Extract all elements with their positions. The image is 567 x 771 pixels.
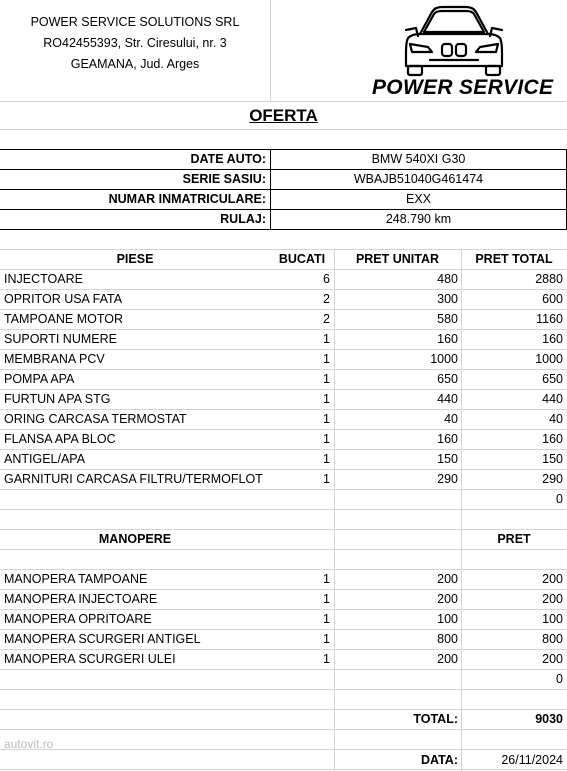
grid-line [0, 129, 567, 130]
part-unit-price: 1000 [430, 352, 458, 366]
part-name: ANTIGEL/APA [4, 452, 86, 466]
vehicle-border [0, 229, 567, 230]
company-city: GEAMANA, Jud. Arges [70, 57, 200, 71]
labor-total-price: 200 [542, 592, 563, 606]
part-name: INJECTOARE [4, 272, 83, 286]
labor-unit-price: 200 [437, 572, 458, 586]
vehicle-label: RULAJ: [220, 212, 266, 226]
part-unit-price: 650 [437, 372, 458, 386]
car-front-icon [400, 4, 508, 78]
grid-line [0, 101, 567, 102]
labor-name: MANOPERA TAMPOANE [4, 572, 148, 586]
labor-name: MANOPERA INJECTOARE [4, 592, 158, 606]
grid-line [0, 549, 567, 550]
grid-line [0, 509, 567, 510]
part-name: GARNITURI CARCASA FILTRU/TERMOFLOT [4, 472, 263, 486]
part-unit-price: 290 [437, 472, 458, 486]
part-unit-price: 580 [437, 312, 458, 326]
labor-extra-total: 0 [556, 672, 563, 686]
part-qty: 2 [323, 312, 330, 326]
parts-header-total: PRET TOTAL [475, 252, 553, 266]
part-qty: 1 [323, 332, 330, 346]
part-total-price: 440 [542, 392, 563, 406]
labor-qty: 1 [323, 612, 330, 626]
part-name: OPRITOR USA FATA [4, 292, 123, 306]
vehicle-label: SERIE SASIU: [182, 172, 266, 186]
vehicle-value: EXX [405, 192, 431, 206]
part-total-price: 650 [542, 372, 563, 386]
labor-total-price: 200 [542, 572, 563, 586]
total-value: 9030 [535, 712, 563, 726]
part-name: POMPA APA [4, 372, 75, 386]
part-unit-price: 440 [437, 392, 458, 406]
part-unit-price: 40 [444, 412, 458, 426]
labor-qty: 1 [323, 632, 330, 646]
part-name: FLANSA APA BLOC [4, 432, 116, 446]
part-total-price: 40 [549, 412, 563, 426]
vehicle-label: DATE AUTO: [190, 152, 266, 166]
company-info [0, 12, 270, 75]
parts-header-qty: BUCATI [278, 252, 326, 266]
labor-name: MANOPERA SCURGERI ULEI [4, 652, 176, 666]
part-qty: 6 [323, 272, 330, 286]
part-unit-price: 160 [437, 332, 458, 346]
labor-unit-price: 200 [437, 652, 458, 666]
labor-unit-price: 100 [437, 612, 458, 626]
labor-header-price: PRET [497, 532, 531, 546]
labor-unit-price: 200 [437, 592, 458, 606]
total-label: TOTAL: [413, 712, 458, 726]
parts-header-unit: PRET UNITAR [355, 252, 440, 266]
part-qty: 1 [323, 452, 330, 466]
part-total-price: 1000 [535, 352, 563, 366]
labor-qty: 1 [323, 592, 330, 606]
part-total-price: 2880 [535, 272, 563, 286]
vehicle-value: BMW 540XI G30 [371, 152, 466, 166]
part-name: MEMBRANA PCV [4, 352, 105, 366]
labor-total-price: 200 [542, 652, 563, 666]
vehicle-label: NUMAR INMATRICULARE: [108, 192, 266, 206]
company-name: POWER SERVICE SOLUTIONS SRL [30, 15, 240, 29]
grid-column-line [270, 0, 271, 101]
part-total-price: 160 [542, 432, 563, 446]
part-qty: 1 [323, 412, 330, 426]
labor-qty: 1 [323, 652, 330, 666]
labor-unit-price: 800 [437, 632, 458, 646]
logo-text: POWER SERVICE [372, 76, 554, 99]
labor-total-price: 100 [542, 612, 563, 626]
page-title: OFERTA [249, 106, 318, 125]
part-qty: 1 [323, 352, 330, 366]
part-unit-price: 150 [437, 452, 458, 466]
part-unit-price: 480 [437, 272, 458, 286]
part-total-price: 150 [542, 452, 563, 466]
part-unit-price: 160 [437, 432, 458, 446]
date-label: DATA: [420, 753, 458, 767]
grid-line [0, 689, 567, 690]
vehicle-value: WBAJB51040G461474 [353, 172, 484, 186]
company-address: RO42455393, Str. Ciresului, nr. 3 [43, 36, 227, 50]
vehicle-value: 248.790 km [385, 212, 452, 226]
part-qty: 1 [323, 372, 330, 386]
part-total-price: 1160 [536, 312, 563, 326]
parts-header-name: PIESE [116, 252, 154, 266]
date-value: 26/11/2024 [501, 753, 563, 767]
part-name: SUPORTI NUMERE [4, 332, 117, 346]
part-total-price: 600 [542, 292, 563, 306]
part-total-price: 160 [542, 332, 563, 346]
part-qty: 2 [323, 292, 330, 306]
part-total-price: 290 [542, 472, 563, 486]
labor-qty: 1 [323, 572, 330, 586]
watermark: autovit.ro [4, 737, 54, 751]
part-name: FURTUN APA STG [4, 392, 111, 406]
part-name: TAMPOANE MOTOR [4, 312, 123, 326]
part-unit-price: 300 [437, 292, 458, 306]
labor-name: MANOPERA OPRITOARE [4, 612, 152, 626]
part-qty: 1 [323, 392, 330, 406]
labor-header-name: MANOPERE [98, 532, 172, 546]
labor-total-price: 800 [542, 632, 563, 646]
parts-extra-total: 0 [556, 492, 563, 506]
labor-name: MANOPERA SCURGERI ANTIGEL [4, 632, 201, 646]
part-qty: 1 [323, 432, 330, 446]
grid-line [0, 729, 567, 730]
part-qty: 1 [323, 472, 330, 486]
part-name: ORING CARCASA TERMOSTAT [4, 412, 187, 426]
